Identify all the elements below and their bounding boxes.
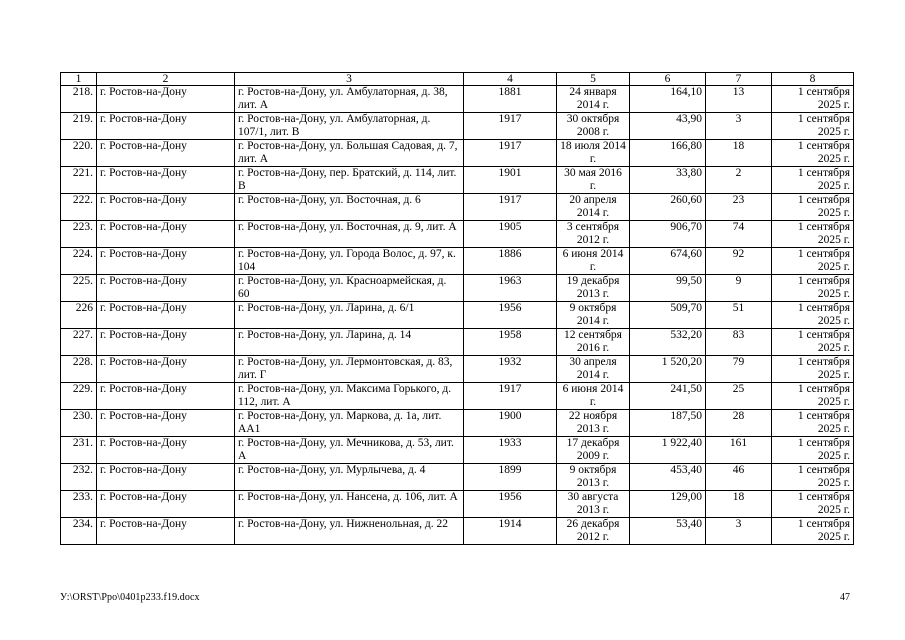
area-cell: 43,90 [630,113,706,140]
city-cell: г. Ростов-на-Дону [97,275,235,302]
city-cell: г. Ростов-на-Дону [97,383,235,410]
table-row [61,194,854,221]
count-cell: 18 [706,140,772,167]
area-cell: 509,70 [630,302,706,329]
address-cell: г. Ростов-на-Дону, ул. Амбулаторная, д. 38, лит. А [235,86,464,113]
row-number: 232. [61,464,97,491]
date-cell: 6 июня 2014 г. [557,248,630,275]
table-row [61,464,854,491]
count-cell: 51 [706,302,772,329]
term-cell: 1 сентября 2025 г. [772,221,854,248]
table-row [61,491,854,518]
row-number: 218. [61,86,97,113]
address-cell: г. Ростов-на-Дону, ул. Мурлычева, д. 4 [235,464,464,491]
address-cell: г. Ростов-на-Дону, ул. Маркова, д. 1а, лит. АА1 [235,410,464,437]
date-cell: 24 января 2014 г. [557,86,630,113]
row-number: 222. [61,194,97,221]
address-cell: г. Ростов-на-Дону, ул. Города Волос, д. 97, к. 104 [235,248,464,275]
date-cell: 18 июля 2014 г. [557,140,630,167]
address-cell: г. Ростов-на-Дону, ул. Максима Горького, д. 112, лит. А [235,383,464,410]
count-cell: 28 [706,410,772,437]
count-cell: 3 [706,518,772,545]
year-cell: 1901 [464,167,557,194]
term-cell: 1 сентября 2025 г. [772,410,854,437]
year-cell: 1905 [464,221,557,248]
row-number: 221. [61,167,97,194]
city-cell: г. Ростов-на-Дону [97,410,235,437]
date-cell: 30 августа 2013 г. [557,491,630,518]
area-cell: 532,20 [630,329,706,356]
row-number: 228. [61,356,97,383]
city-cell: г. Ростов-на-Дону [97,491,235,518]
count-cell: 161 [706,437,772,464]
address-cell: г. Ростов-на-Дону, ул. Амбулаторная, д. 107/1, лит. В [235,113,464,140]
address-cell: г. Ростов-на-Дону, ул. Ларина, д. 6/1 [235,302,464,329]
term-cell: 1 сентября 2025 г. [772,329,854,356]
row-number: 224. [61,248,97,275]
column-header-2: 2 [97,73,235,86]
column-header-8: 8 [772,73,854,86]
date-cell: 17 декабря 2009 г. [557,437,630,464]
address-cell: г. Ростов-на-Дону, ул. Мечникова, д. 53, лит. А [235,437,464,464]
table-row [61,113,854,140]
year-cell: 1932 [464,356,557,383]
column-header-3: 3 [235,73,464,86]
address-cell: г. Ростов-на-Дону, ул. Красноармейская, д. 60 [235,275,464,302]
date-cell: 9 октября 2013 г. [557,464,630,491]
table-header-row [61,73,854,86]
count-cell: 46 [706,464,772,491]
address-cell: г. Ростов-на-Дону, пер. Братский, д. 114, лит. В [235,167,464,194]
area-cell: 1 520,20 [630,356,706,383]
address-cell: г. Ростов-на-Дону, ул. Нансена, д. 106, лит. А [235,491,464,518]
column-header-4: 4 [464,73,557,86]
address-cell: г. Ростов-на-Дону, ул. Нижненольная, д. 22 [235,518,464,545]
table-row [61,221,854,248]
table-row [61,410,854,437]
term-cell: 1 сентября 2025 г. [772,356,854,383]
row-number: 225. [61,275,97,302]
table-row [61,248,854,275]
term-cell: 1 сентября 2025 г. [772,491,854,518]
year-cell: 1956 [464,302,557,329]
row-number: 229. [61,383,97,410]
table-row [61,302,854,329]
row-number: 230. [61,410,97,437]
city-cell: г. Ростов-на-Дону [97,221,235,248]
address-cell: г. Ростов-на-Дону, ул. Большая Садовая, д. 7, лит. А [235,140,464,167]
date-cell: 22 ноября 2013 г. [557,410,630,437]
housing-registry-table [60,72,854,545]
term-cell: 1 сентября 2025 г. [772,194,854,221]
term-cell: 1 сентября 2025 г. [772,275,854,302]
column-header-7: 7 [706,73,772,86]
year-cell: 1899 [464,464,557,491]
term-cell: 1 сентября 2025 г. [772,248,854,275]
count-cell: 79 [706,356,772,383]
year-cell: 1881 [464,86,557,113]
area-cell: 260,60 [630,194,706,221]
count-cell: 18 [706,491,772,518]
city-cell: г. Ростов-на-Дону [97,167,235,194]
term-cell: 1 сентября 2025 г. [772,383,854,410]
date-cell: 30 октября 2008 г. [557,113,630,140]
city-cell: г. Ростов-на-Дону [97,437,235,464]
city-cell: г. Ростов-на-Дону [97,86,235,113]
date-cell: 30 мая 2016 г. [557,167,630,194]
term-cell: 1 сентября 2025 г. [772,167,854,194]
city-cell: г. Ростов-на-Дону [97,329,235,356]
year-cell: 1956 [464,491,557,518]
area-cell: 674,60 [630,248,706,275]
area-cell: 453,40 [630,464,706,491]
area-cell: 1 922,40 [630,437,706,464]
year-cell: 1886 [464,248,557,275]
address-cell: г. Ростов-на-Дону, ул. Лермонтовская, д. 83, лит. Г [235,356,464,383]
address-cell: г. Ростов-на-Дону, ул. Восточная, д. 6 [235,194,464,221]
area-cell: 129,00 [630,491,706,518]
area-cell: 906,70 [630,221,706,248]
term-cell: 1 сентября 2025 г. [772,302,854,329]
footer-file-path: У:\ORST\Ppo\0401p233.f19.docx [60,592,200,603]
year-cell: 1963 [464,275,557,302]
count-cell: 2 [706,167,772,194]
table-row [61,140,854,167]
row-number: 227. [61,329,97,356]
city-cell: г. Ростов-на-Дону [97,194,235,221]
count-cell: 13 [706,86,772,113]
table-row [61,329,854,356]
row-number: 223. [61,221,97,248]
date-cell: 30 апреля 2014 г. [557,356,630,383]
year-cell: 1917 [464,113,557,140]
row-number: 219. [61,113,97,140]
area-cell: 33,80 [630,167,706,194]
row-number: 233. [61,491,97,518]
count-cell: 25 [706,383,772,410]
table-row [61,518,854,545]
year-cell: 1917 [464,140,557,167]
city-cell: г. Ростов-на-Дону [97,518,235,545]
address-cell: г. Ростов-на-Дону, ул. Восточная, д. 9, лит. А [235,221,464,248]
date-cell: 26 декабря 2012 г. [557,518,630,545]
count-cell: 9 [706,275,772,302]
area-cell: 166,80 [630,140,706,167]
term-cell: 1 сентября 2025 г. [772,518,854,545]
city-cell: г. Ростов-на-Дону [97,302,235,329]
city-cell: г. Ростов-на-Дону [97,464,235,491]
year-cell: 1900 [464,410,557,437]
area-cell: 187,50 [630,410,706,437]
table-row [61,356,854,383]
count-cell: 92 [706,248,772,275]
term-cell: 1 сентября 2025 г. [772,86,854,113]
term-cell: 1 сентября 2025 г. [772,437,854,464]
term-cell: 1 сентября 2025 г. [772,113,854,140]
date-cell: 12 сентября 2016 г. [557,329,630,356]
table-row [61,86,854,113]
count-cell: 83 [706,329,772,356]
address-cell: г. Ростов-на-Дону, ул. Ларина, д. 14 [235,329,464,356]
row-number: 231. [61,437,97,464]
table-row [61,275,854,302]
date-cell: 20 апреля 2014 г. [557,194,630,221]
year-cell: 1917 [464,194,557,221]
column-header-1: 1 [61,73,97,86]
table-row [61,437,854,464]
city-cell: г. Ростов-на-Дону [97,113,235,140]
row-number: 234. [61,518,97,545]
row-number: 226 [61,302,97,329]
year-cell: 1917 [464,383,557,410]
area-cell: 99,50 [630,275,706,302]
row-number: 220. [61,140,97,167]
count-cell: 3 [706,113,772,140]
table-row [61,383,854,410]
city-cell: г. Ростов-на-Дону [97,356,235,383]
area-cell: 53,40 [630,518,706,545]
column-header-6: 6 [630,73,706,86]
count-cell: 23 [706,194,772,221]
page-number: 47 [840,592,850,603]
area-cell: 241,50 [630,383,706,410]
column-header-5: 5 [557,73,630,86]
term-cell: 1 сентября 2025 г. [772,464,854,491]
city-cell: г. Ростов-на-Дону [97,140,235,167]
year-cell: 1933 [464,437,557,464]
city-cell: г. Ростов-на-Дону [97,248,235,275]
date-cell: 3 сентября 2012 г. [557,221,630,248]
count-cell: 74 [706,221,772,248]
date-cell: 19 декабря 2013 г. [557,275,630,302]
area-cell: 164,10 [630,86,706,113]
table-row [61,167,854,194]
date-cell: 6 июня 2014 г. [557,383,630,410]
date-cell: 9 октября 2014 г. [557,302,630,329]
table-body [61,86,854,545]
year-cell: 1914 [464,518,557,545]
year-cell: 1958 [464,329,557,356]
term-cell: 1 сентября 2025 г. [772,140,854,167]
